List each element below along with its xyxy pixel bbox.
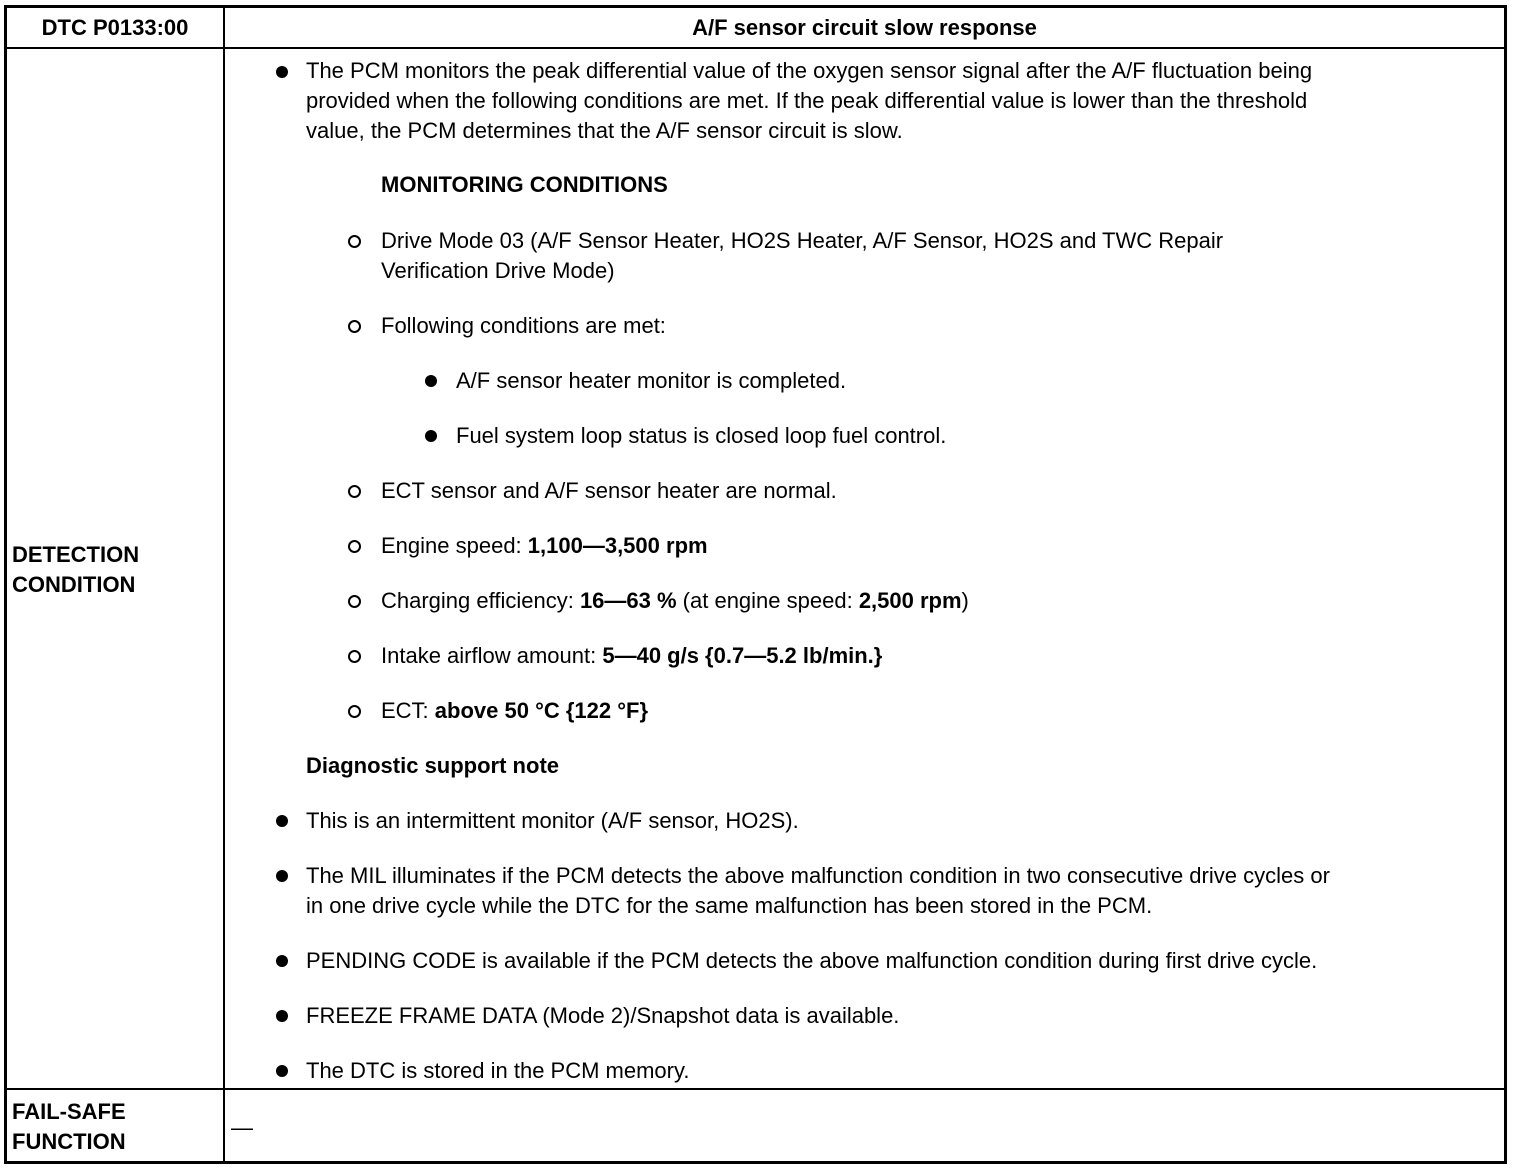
note-mil-line-1: The MIL illuminates if the PCM detects the above malfunction condition in two consecutive drive cycles or — [306, 863, 1330, 888]
circle-bullet-icon — [348, 650, 361, 663]
bullet-icon — [276, 66, 288, 78]
ect-value: above 50 °C {122 °F} — [434, 698, 649, 723]
bullet-icon — [276, 870, 288, 882]
charging-efficiency — [381, 586, 969, 616]
dtc-code: DTC P0133:00 — [41, 15, 189, 40]
dtc-title: A/F sensor circuit slow response — [692, 15, 1037, 40]
failsafe-value: — — [231, 1115, 253, 1140]
bullet-icon — [425, 430, 437, 442]
ect-temperature — [381, 696, 648, 726]
bullet-icon — [276, 955, 288, 967]
column-divider — [223, 5, 225, 1164]
note-freeze-frame: FREEZE FRAME DATA (Mode 2)/Snapshot data is available. — [306, 1003, 900, 1028]
charging-end: ) — [961, 588, 969, 613]
charging-mid: (at engine speed: — [676, 588, 859, 613]
failsafe-label-line1: FAIL-SAFE — [12, 1099, 126, 1124]
note-stored: The DTC is stored in the PCM memory. — [306, 1058, 690, 1083]
charging-value: 16—63 % — [579, 588, 677, 613]
circle-bullet-icon — [348, 705, 361, 718]
header-row-divider — [4, 47, 1507, 49]
failsafe-label-line2: FUNCTION — [12, 1129, 126, 1154]
intro-line-1: The PCM monitors the peak differential value of the oxygen sensor signal after the A/F fluctuation being — [306, 58, 1313, 83]
engine-speed-label: Engine speed: — [381, 533, 528, 558]
intake-value: 5—40 g/s {0.7—5.2 lb/min.} — [602, 643, 883, 668]
bullet-icon — [276, 1065, 288, 1077]
circle-bullet-icon — [348, 595, 361, 608]
monitoring-heading: MONITORING CONDITIONS — [381, 172, 668, 197]
intake-label: Intake airflow amount: — [381, 643, 603, 668]
intro-line-2: provided when the following conditions are met. If the peak differential value is lower than the threshold — [306, 88, 1308, 113]
following-conditions: Following conditions are met: — [381, 313, 666, 338]
note-mil-line-2: in one drive cycle while the DTC for the same malfunction has been stored in the PCM. — [306, 893, 1153, 918]
circle-bullet-icon — [348, 320, 361, 333]
sub-item-fuel-loop: Fuel system loop status is closed loop fuel control. — [456, 423, 947, 448]
intro-line-3: value, the PCM determines that the A/F sensor circuit is slow. — [306, 118, 903, 143]
dtc-table — [4, 5, 1507, 1164]
engine-speed-value: 1,100—3,500 rpm — [527, 533, 708, 558]
circle-bullet-icon — [348, 235, 361, 248]
bullet-icon — [425, 375, 437, 387]
detection-label-line1: DETECTION — [12, 542, 140, 567]
bullet-icon — [276, 1010, 288, 1022]
note-intermittent: This is an intermittent monitor (A/F sensor, HO2S). — [306, 808, 799, 833]
note-pending: PENDING CODE is available if the PCM detects the above malfunction condition during first drive cycle. — [306, 948, 1318, 973]
circle-bullet-icon — [348, 540, 361, 553]
engine-speed — [381, 531, 708, 561]
detection-label-line2: CONDITION — [12, 572, 136, 597]
intake-airflow — [381, 641, 882, 671]
drive-mode-line-1: Drive Mode 03 (A/F Sensor Heater, HO2S Heater, A/F Sensor, HO2S and TWC Repair — [381, 228, 1224, 253]
charging-label: Charging efficiency: — [381, 588, 580, 613]
support-heading: Diagnostic support note — [306, 753, 559, 778]
circle-bullet-icon — [348, 485, 361, 498]
sub-item-heater-monitor: A/F sensor heater monitor is completed. — [456, 368, 847, 393]
drive-mode-line-2: Verification Drive Mode) — [381, 258, 615, 283]
bullet-icon — [276, 815, 288, 827]
failsafe-row-divider — [4, 1088, 1507, 1090]
ect-normal: ECT sensor and A/F sensor heater are normal. — [381, 478, 837, 503]
charging-speed-value: 2,500 rpm — [858, 588, 962, 613]
ect-label: ECT: — [381, 698, 435, 723]
